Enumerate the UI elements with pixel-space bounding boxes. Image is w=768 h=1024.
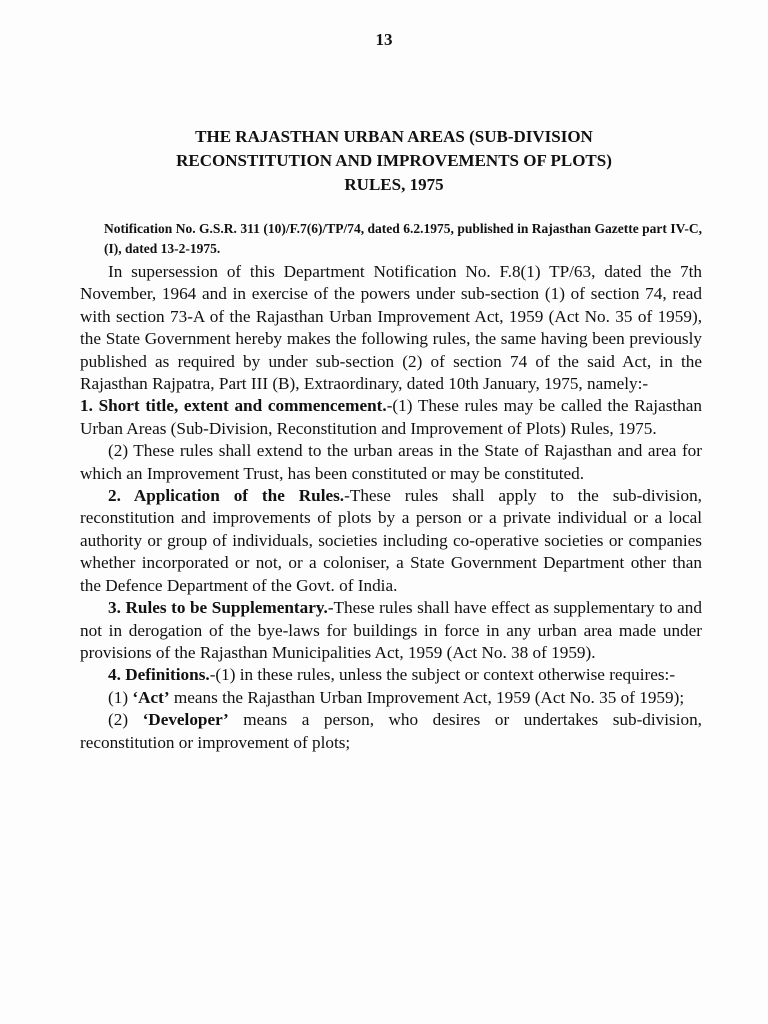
preamble-paragraph: In supersession of this Department Notification No. F.8(1) TP/63, dated the 7th November, 1964 and in exercise of the powers under sub-section (1) of section 74, read with section 73-A of the Rajasthan Urban Improvement Act, 1959 (Act No. 35 of 1959), the State Government hereby makes the following rules, the same having been previously published as required by under sub-section (2) of section 74 of the said Act, in the Rajasthan Rajpatra, Part III (B), Extraordinary, dated 10th January, 1975, namely:- bbox=[80, 262, 702, 394]
document-title bbox=[80, 125, 708, 197]
definition-2-number: (2) bbox=[108, 710, 143, 730]
definition-1-text: means the Rajasthan Urban Improvement Act, 1959 (Act No. 35 of 1959); bbox=[169, 687, 685, 707]
page-number: 13 bbox=[375, 30, 393, 49]
definition-2-term: ‘Developer’ bbox=[142, 710, 229, 730]
rule-4-heading: 4. Definitions. bbox=[108, 665, 210, 685]
rule-4-paragraph bbox=[80, 664, 702, 686]
definition-1-term: ‘Act’ bbox=[132, 687, 170, 707]
definition-2 bbox=[80, 709, 702, 754]
definition-1 bbox=[80, 687, 702, 709]
rule-3-heading: 3. Rules to be Supplementary. bbox=[108, 598, 328, 618]
rule-4-text: -(1) in these rules, unless the subject or context otherwise requires:- bbox=[209, 665, 676, 685]
definition-1-number: (1) bbox=[108, 687, 133, 707]
title-line-3: RULES, 1975 bbox=[344, 175, 444, 194]
rule-1-text: -(1) These rules may be called the Rajasthan Urban Areas (Sub-Division, Reconstitution and Improvement of Plots) Rules, 1975. bbox=[80, 396, 702, 438]
rule-1-subsection-2: (2) These rules shall extend to the urban areas in the State of Rajasthan and area for which an Improvement Trust, has been constituted or may be constituted. bbox=[80, 441, 702, 483]
rule-2-paragraph bbox=[80, 485, 702, 597]
rule-1-heading: 1. Short title, extent and commencement. bbox=[80, 396, 387, 416]
rules-body bbox=[80, 261, 702, 754]
rule-1-paragraph bbox=[80, 395, 702, 440]
rule-3-text: -These rules shall have effect as supplementary to and not in derogation of the bye-laws for buildings in force in any urban area made under provisions of the Rajasthan Municipalities Act, 1959 (Act No. 38 of 1959). bbox=[80, 598, 702, 662]
rule-3-paragraph bbox=[80, 597, 702, 664]
definition-2-text: means a person, who desires or undertakes sub-division, reconstitution or improvement of plots; bbox=[80, 710, 702, 752]
rule-2-text: -These rules shall apply to the sub-division, reconstitution and improvements of plots by a person or a private individual or a local authority or group of individuals, societies including co-operative societies or companies whether incorporated or not, or a coloniser, a State Government Department other than the Defence Department of the Govt. of India. bbox=[80, 486, 702, 595]
rule-2-heading: 2. Application of the Rules. bbox=[108, 486, 345, 506]
title-line-1: THE RAJASTHAN URBAN AREAS (SUB-DIVISION bbox=[195, 127, 593, 146]
title-line-2: RECONSTITUTION AND IMPROVEMENTS OF PLOTS) bbox=[176, 151, 612, 170]
notification-reference: Notification No. G.S.R. 311 (10)/F.7(6)/TP/74, dated 6.2.1975, published in Rajasthan Gazette part IV-C, (I), dated 13-2-1975. bbox=[104, 221, 702, 256]
